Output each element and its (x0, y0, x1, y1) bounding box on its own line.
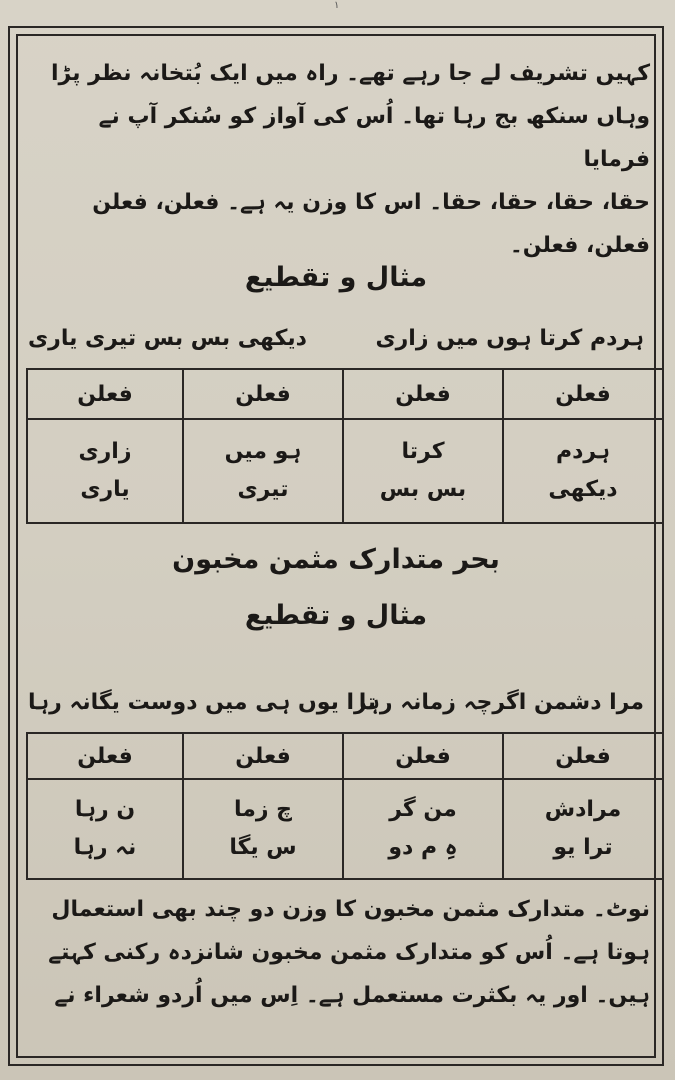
table-cell: چ زما س یگا (183, 779, 343, 879)
scansion-table-1 (26, 368, 664, 524)
header-cell: فعلن (183, 733, 343, 779)
section2-heading: بحر متدارک مثمن مخبون (172, 544, 500, 575)
table-header-row (27, 733, 663, 779)
section2-subheading: مثال و تقطیع (244, 600, 428, 631)
intro-line: کہیں تشریف لے جا رہے تھے۔ راہ میں ایک بُتخانہ نظر پڑا (51, 61, 650, 86)
header-cell: فعلن (183, 369, 343, 419)
table-cell: کرتا بس بس (343, 419, 503, 523)
verse-first-half: مرا دشمن اگرچہ زمانہ رہا (358, 690, 644, 715)
intro-paragraph (34, 52, 650, 267)
table-cell: مرادش ترا یو (503, 779, 663, 879)
table-cell: زاری یاری (27, 419, 183, 523)
table-cell: ہردم دیکھی (503, 419, 663, 523)
section2-verse (22, 690, 650, 728)
intro-line: حقا، حقا، حقا، حقا۔ اس کا وزن یہ ہے۔ فعلن، فعلن (92, 190, 650, 215)
scansion-table-2 (26, 732, 664, 880)
section1-verse (22, 326, 650, 364)
table-cell: ہو میں تیری (183, 419, 343, 523)
verse-second-half: ترا یوں ہی میں دوست یگانہ رہا (28, 690, 376, 715)
header-cell: فعلن (343, 733, 503, 779)
table-cell: من گر ہِ م دو (343, 779, 503, 879)
section1-heading: مثال و تقطیع (244, 262, 428, 293)
header-cell: فعلن (503, 733, 663, 779)
note-paragraph (34, 888, 650, 1017)
header-cell: فعلن (503, 369, 663, 419)
table-header-row (27, 369, 663, 419)
note-line: نوٹ۔ متدارک مثمن مخبون کا وزن دو چند بھی استعمال (51, 897, 650, 922)
table-cell: ن رہا نہ رہا (27, 779, 183, 879)
page-mark: ۱ (334, 0, 340, 11)
header-cell: فعلن (343, 369, 503, 419)
intro-line: فعلن، فعلن۔ (509, 233, 650, 258)
note-line: ہوتا ہے۔ اُس کو متدارک مثمن مخبون شانزدہ رکنی کہتے (48, 940, 650, 965)
note-line: ہیں۔ اور یہ بکثرت مستعمل ہے۔ اِس میں اُردو شعراء نے (54, 983, 650, 1008)
table-row (27, 419, 663, 523)
table-row (27, 779, 663, 879)
verse-second-half: دیکھی بس بس تیری یاری (28, 326, 307, 351)
intro-line: وہاں سنکھ بج رہا تھا۔ اُس کی آواز کو سُنکر آپ نے فرمایا (98, 104, 650, 172)
verse-first-half: ہردم کرتا ہوں میں زاری (375, 326, 644, 351)
header-cell: فعلن (27, 733, 183, 779)
header-cell: فعلن (27, 369, 183, 419)
